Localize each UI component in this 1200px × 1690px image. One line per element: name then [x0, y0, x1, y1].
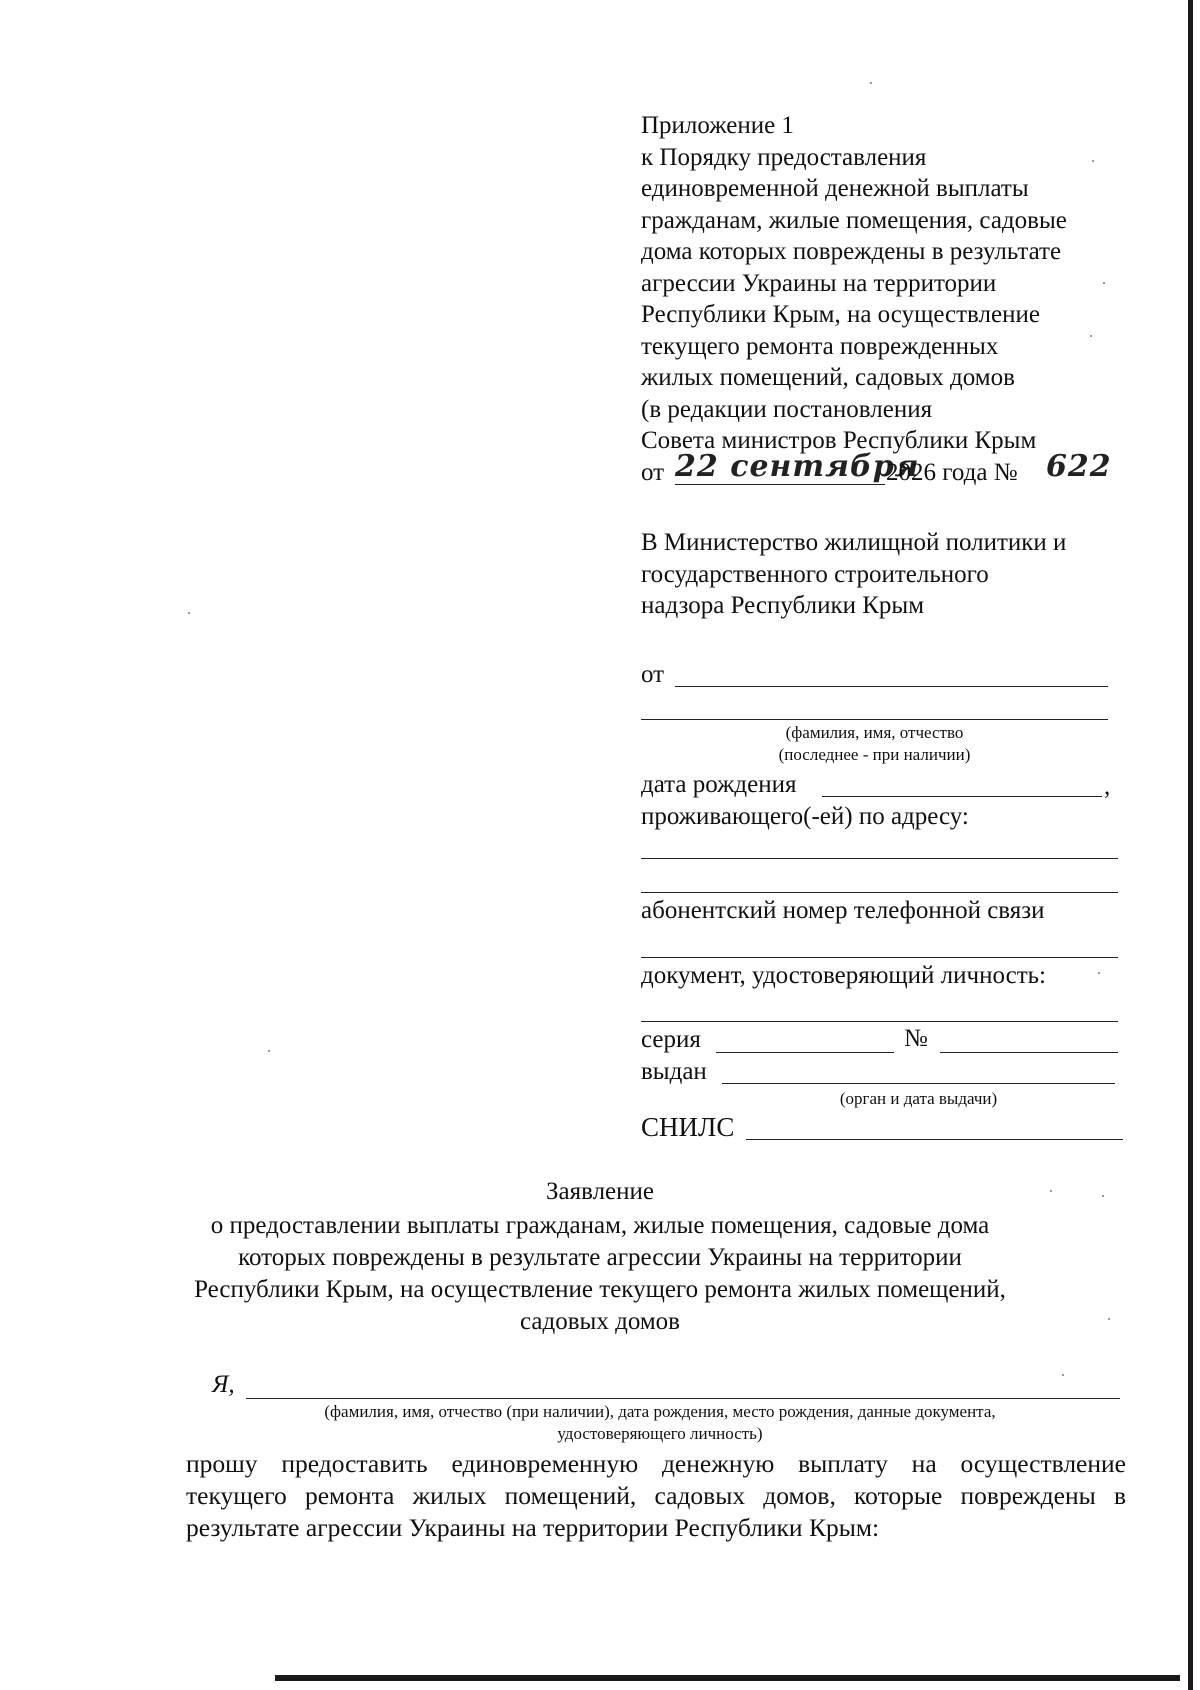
statement-heading: Заявление	[545, 1178, 655, 1205]
body-line: текущего ремонта жилых помещений, садовых домов, которые повреждены в	[186, 1481, 1126, 1510]
applicant-statement-field[interactable]	[246, 1398, 1120, 1399]
issued-field[interactable]	[722, 1083, 1115, 1084]
appendix-header	[641, 110, 1141, 489]
birth-date-label: дата рождения	[641, 771, 797, 798]
scan-speck	[1103, 282, 1105, 284]
body-line: результате агрессии Украины на территории Республики Крым:	[186, 1513, 880, 1542]
statement-field-caption: (фамилия, имя, отчество (при наличии), дата рождения, место рождения, данные документа,	[324, 1402, 996, 1421]
resolution-year-text: 2026 года №	[886, 458, 1018, 486]
name-caption: (фамилия, имя, отчество	[785, 723, 964, 742]
scan-speck	[1108, 1318, 1110, 1320]
appendix-line: дома которых повреждены в результате	[641, 238, 1062, 265]
appendix-line: Совета министров Республики Крым	[641, 427, 1037, 454]
scan-speck	[1090, 335, 1092, 337]
appendix-line: к Порядку предоставления	[641, 143, 927, 171]
id-document-label: документ, удостоверяющий личность:	[641, 962, 1046, 989]
phone-field[interactable]	[641, 957, 1118, 958]
scan-speck	[1098, 972, 1100, 974]
name-caption: (последнее - при наличии)	[778, 745, 971, 764]
statement-subtitle-line: садовых домов	[520, 1308, 680, 1335]
phone-label: абонентский номер телефонной связи	[641, 897, 1045, 924]
statement-body	[186, 1448, 1126, 1544]
resolution-date-line	[641, 448, 1141, 489]
appendix-line: (в редакции постановления	[641, 395, 933, 423]
handwritten-date: 22 сентября	[675, 448, 920, 484]
scan-edge-right	[1188, 0, 1193, 1690]
addressee-line: надзора Республики Крым	[641, 592, 925, 619]
appendix-line: жилых помещений, садовых домов	[641, 364, 1015, 391]
appendix-line: гражданам, жилые помещения, садовые	[641, 206, 1067, 234]
birth-date-comma: ,	[1104, 773, 1111, 800]
series-field[interactable]	[716, 1052, 894, 1053]
statement-subtitle-line: которых повреждены в результате агрессии Украины на территории	[238, 1244, 962, 1271]
scan-speck	[268, 1050, 270, 1052]
applicant-from-label: от	[641, 661, 665, 688]
issued-caption: (орган и дата выдачи)	[839, 1089, 998, 1108]
applicant-i-label: Я,	[212, 1371, 235, 1398]
addressee-line: государственного строительного	[641, 560, 989, 588]
snils-field[interactable]	[746, 1139, 1123, 1140]
resolution-from-label: от	[641, 458, 665, 486]
appendix-line: Республики Крым, на осуществление	[641, 301, 1040, 328]
statement-subtitle	[160, 1210, 1040, 1338]
scan-speck	[1062, 1374, 1064, 1376]
date-underline	[675, 484, 885, 485]
address-field-1[interactable]	[641, 858, 1118, 859]
scan-speck	[1050, 1190, 1052, 1192]
addressee-line: В Министерство жилищной политики и	[641, 529, 1067, 556]
applicant-name-field[interactable]	[675, 686, 1108, 687]
appendix-line: единовременной денежной выплаты	[641, 175, 1029, 202]
scan-edge-bottom	[275, 1675, 1180, 1681]
scan-speck	[1092, 160, 1094, 162]
address-label: проживающего(-ей) по адресу:	[641, 803, 969, 830]
appendix-line: агрессии Украины на территории	[641, 269, 997, 297]
doc-number-label: №	[904, 1025, 928, 1052]
id-document-field[interactable]	[641, 1021, 1118, 1022]
scan-speck	[188, 612, 190, 614]
body-line: прошу предоставить единовременную денежную выплату на осуществление	[186, 1449, 1126, 1478]
snils-label: СНИЛС	[641, 1112, 735, 1142]
statement-subtitle-line: Республики Крым, на осуществление текущего ремонта жилых помещений,	[194, 1276, 1006, 1303]
statement-field-caption: удостоверяющего личность)	[557, 1424, 763, 1443]
scan-speck	[870, 82, 872, 84]
birth-date-field[interactable]	[822, 796, 1102, 797]
appendix-line: текущего ремонта поврежденных	[641, 332, 999, 360]
addressee-block	[641, 527, 1141, 622]
appendix-line: Приложение 1	[641, 112, 794, 139]
handwritten-number: 622	[1046, 448, 1112, 484]
scan-speck	[1102, 1195, 1104, 1197]
applicant-name-field-2[interactable]	[641, 719, 1108, 720]
doc-number-field[interactable]	[940, 1052, 1118, 1053]
issued-label: выдан	[641, 1058, 707, 1085]
address-field-2[interactable]	[641, 892, 1118, 893]
series-label: серия	[641, 1026, 701, 1053]
statement-subtitle-line: о предоставлении выплаты гражданам, жилые помещения, садовые дома	[210, 1212, 990, 1239]
